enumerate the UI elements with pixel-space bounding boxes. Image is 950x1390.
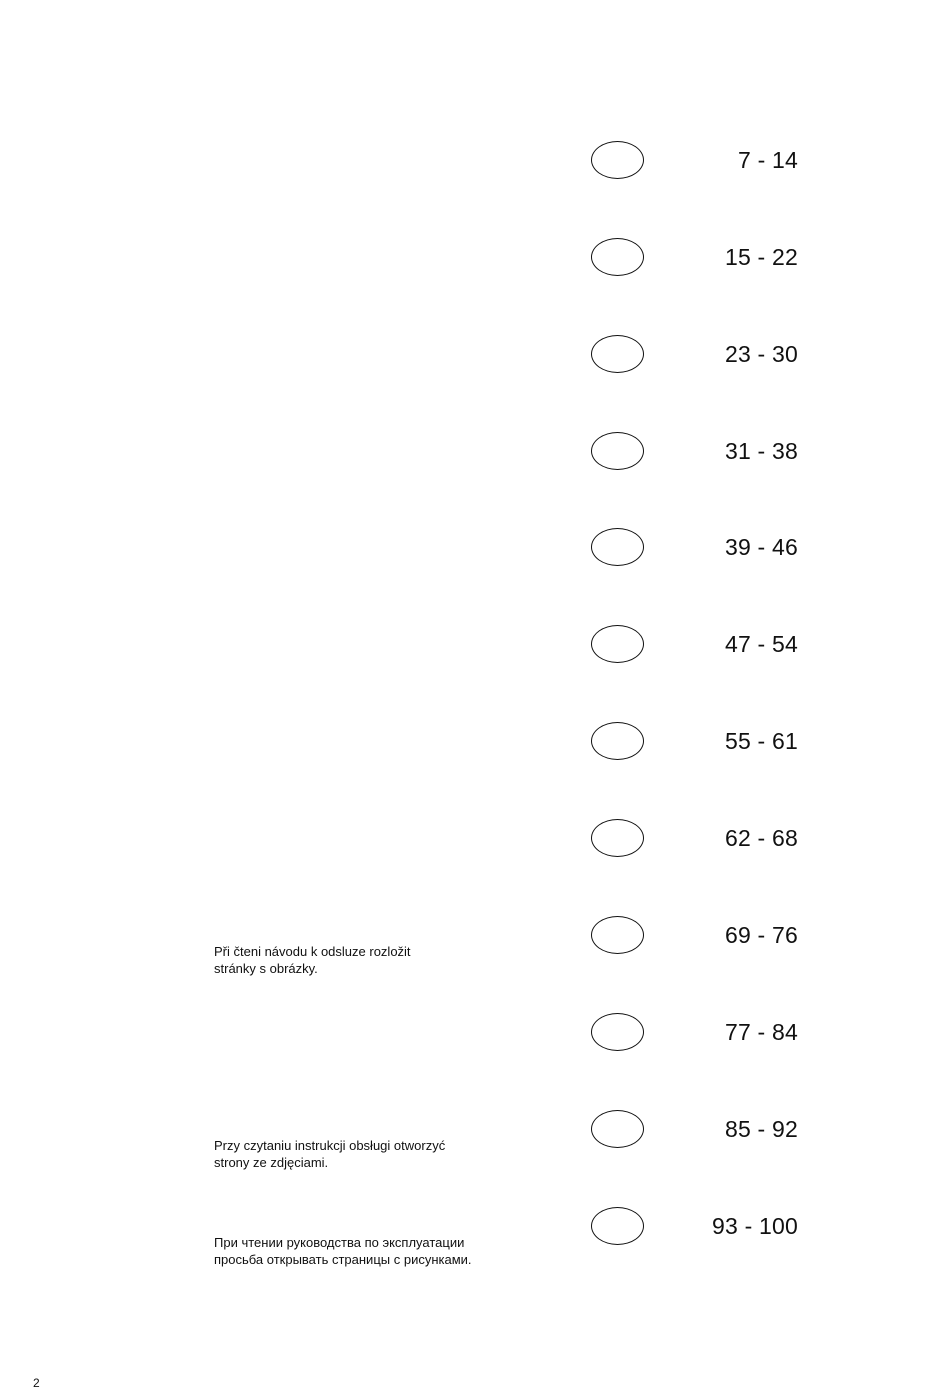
page-range: 7 - 14 (737, 147, 798, 173)
page-number: 2 (33, 1376, 40, 1390)
index-row (560, 238, 820, 298)
index-row (560, 1207, 820, 1267)
polish-instruction: Przy czytaniu instrukcji obsługi otworzyć strony ze zdjęciami. (214, 1138, 446, 1170)
language-oval-placeholder (591, 141, 644, 179)
language-oval-placeholder (591, 528, 644, 566)
index-row (560, 819, 820, 879)
page-range: 39 - 46 (724, 534, 798, 560)
index-row (560, 916, 820, 976)
page-range: 69 - 76 (724, 922, 798, 948)
index-row (560, 722, 820, 782)
index-row (560, 432, 820, 492)
page-range: 77 - 84 (724, 1019, 798, 1045)
index-row (560, 625, 820, 685)
language-oval-placeholder (591, 432, 644, 470)
index-row (560, 141, 820, 201)
russian-instruction: При чтении руководства по эксплуатации просьба открывать страницы с рисунками. (214, 1235, 472, 1267)
language-oval-placeholder (591, 1110, 644, 1148)
language-oval-placeholder (591, 819, 644, 857)
index-row (560, 1110, 820, 1170)
page-range: 47 - 54 (724, 631, 798, 657)
page-range: 23 - 30 (724, 341, 798, 367)
page-range: 93 - 100 (712, 1213, 798, 1239)
language-oval-placeholder (591, 335, 644, 373)
page-range: 15 - 22 (724, 244, 798, 270)
language-oval-placeholder (591, 238, 644, 276)
page-range: 55 - 61 (724, 728, 798, 754)
language-oval-placeholder (591, 625, 644, 663)
page-range: 85 - 92 (724, 1116, 798, 1142)
index-row (560, 1013, 820, 1073)
page-range: 62 - 68 (724, 825, 798, 851)
czech-instruction: Při čteni návodu k odsluze rozložit stránky s obrázky. (214, 944, 411, 976)
language-oval-placeholder (591, 722, 644, 760)
page-range: 31 - 38 (724, 438, 798, 464)
language-oval-placeholder (591, 1013, 644, 1051)
language-oval-placeholder (591, 916, 644, 954)
index-row (560, 528, 820, 588)
index-row (560, 335, 820, 395)
language-oval-placeholder (591, 1207, 644, 1245)
